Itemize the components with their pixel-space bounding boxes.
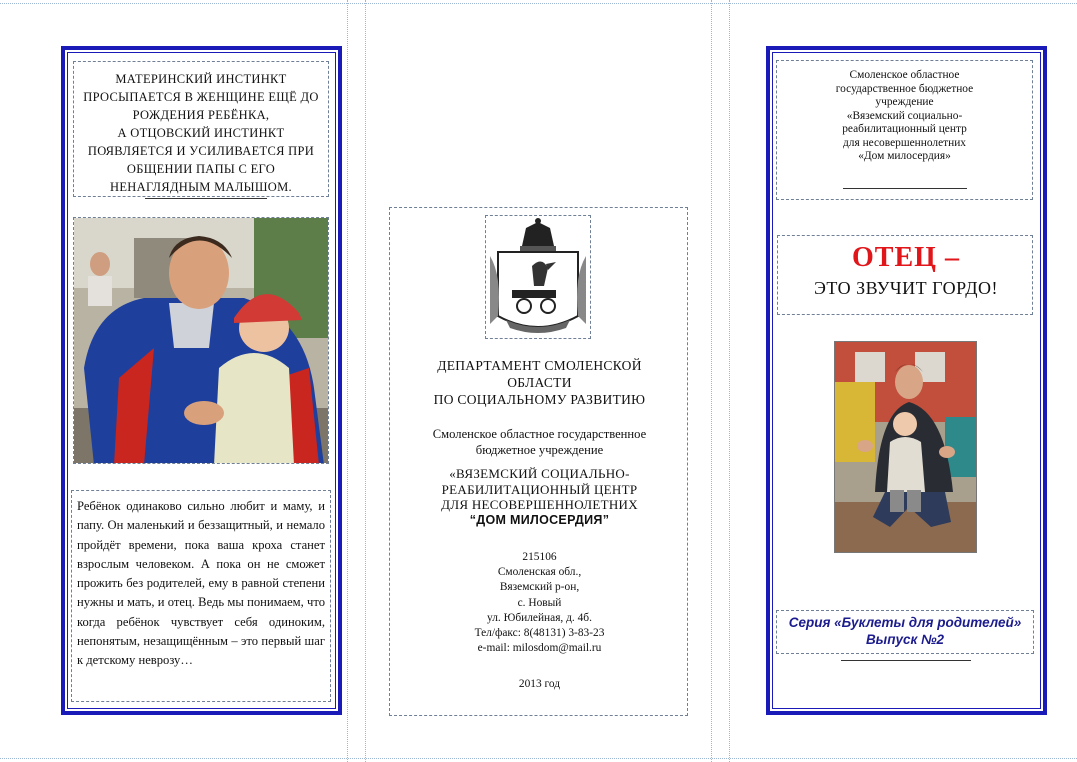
org-underline	[843, 188, 967, 189]
quote-line: РОЖДЕНИЯ РЕБЁНКА,	[132, 108, 270, 122]
institution-line: бюджетное учреждение	[475, 443, 604, 457]
quote-underline	[145, 198, 267, 199]
instinct-quote	[73, 61, 329, 197]
address-line: ул. Юбилейная, д. 4б.	[487, 611, 592, 624]
department-line: ДЕПАРТАМЕНТ СМОЛЕНСКОЙ	[437, 358, 642, 373]
org-line: реабилитационный центр	[842, 123, 967, 135]
org-line: Смоленское областное	[849, 69, 960, 81]
series-name: Серия «Буклеты для родителей»	[788, 615, 1022, 630]
quote-line: МАТЕРИНСКИЙ ИНСТИНКТ	[115, 72, 287, 86]
department-line: ОБЛАСТИ	[507, 375, 572, 390]
father-with-baby-photo	[73, 217, 329, 464]
page-guide	[365, 0, 366, 762]
coat-of-arms-emblem	[485, 215, 591, 339]
page-guide	[0, 758, 1077, 759]
publication-year: 2013 год	[518, 678, 561, 690]
org-line: государственное бюджетное	[835, 82, 974, 95]
org-line: для несовершеннолетних	[843, 136, 966, 149]
department-info-box	[389, 207, 688, 716]
issue-number: Выпуск №2	[865, 632, 945, 647]
booklet-subtitle: ЭТО ЗВУЧИТ ГОРДО!	[813, 278, 999, 298]
address-line: Смоленская обл.,	[497, 566, 582, 579]
father-with-child-photo	[834, 341, 977, 553]
quote-line: ПРОСЫПАЕТСЯ В ЖЕНЩИНЕ ЕЩЁ ДО	[83, 90, 319, 104]
quote-line: ПОЯВЛЯЕТСЯ И УСИЛИВАЕТСЯ ПРИ	[87, 144, 315, 158]
organization-header	[776, 60, 1033, 200]
institution-line: Смоленское областное государственное	[432, 427, 647, 441]
phone-line: Тел/факс: 8(48131) 3-83-23	[474, 627, 605, 640]
center-line: ДЛЯ НЕСОВЕРШЕННОЛЕТНИХ	[441, 497, 638, 512]
booklet-title-box	[777, 235, 1033, 315]
page-guide	[347, 0, 348, 762]
booklet-title: ОТЕЦ –	[852, 242, 960, 273]
center-title: “ДОМ МИЛОСЕРДИЯ”	[469, 512, 610, 527]
department-name	[390, 357, 689, 408]
quote-line: ОБЩЕНИИ ПАПЫ С ЕГО	[126, 162, 276, 176]
department-line: ПО СОЦИАЛЬНОМУ РАЗВИТИЮ	[433, 392, 646, 407]
page-guide	[0, 3, 1077, 4]
address-line: с. Новый	[517, 596, 562, 609]
email-line: e-mail: milosdom@mail.ru	[477, 642, 602, 655]
center-line: «ВЯЗЕМСКИЙ СОЦИАЛЬНО-	[449, 466, 630, 481]
institution-type	[390, 426, 689, 458]
center-name	[390, 466, 689, 528]
page-guide	[711, 0, 712, 762]
org-line: «Вяземский социально-	[846, 109, 963, 122]
address-line: Вяземский р-он,	[499, 581, 580, 594]
address-line: 215106	[522, 551, 557, 563]
quote-line: НЕНАГЛЯДНЫМ МАЛЫШОМ.	[110, 180, 292, 194]
org-line: учреждение	[875, 96, 934, 108]
org-line: «Дом милосердия»	[858, 150, 951, 162]
quote-line: А ОТЦОВСКИЙ ИНСТИНКТ	[117, 126, 285, 140]
page-guide	[729, 0, 730, 762]
intro-paragraph: Ребёнок одинаково сильно любит и маму, и папу. Он маленький и беззащитный, и немало пройдёт времени, пока ваша кроха станет взрослым человеком. А пока он не сможет прожить без родителей, ему в равной степени нужны и мать, и отец. Ведь мы понимаем, что когда ребёнок чувствует себя одиноким, непонятым, незащищённым – это первый шаг к детскому неврозу…	[71, 490, 331, 702]
contact-address	[390, 550, 689, 656]
series-underline	[841, 660, 971, 661]
center-line: РЕАБИЛИТАЦИОННЫЙ ЦЕНТР	[441, 481, 638, 497]
series-info	[776, 610, 1034, 654]
